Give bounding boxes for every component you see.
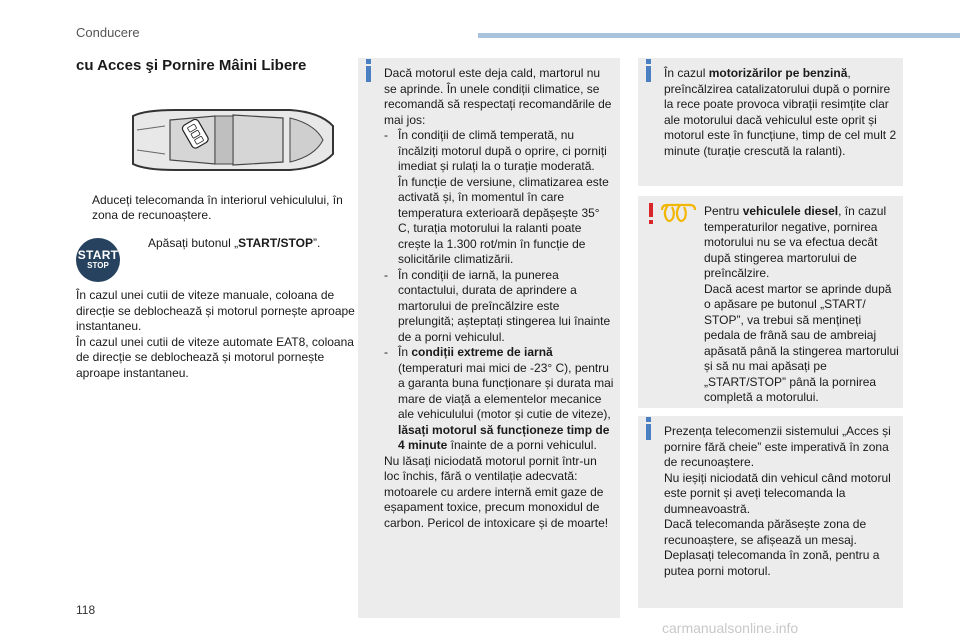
extreme-winter-mid: (temperaturi mai mici de -23° C), pentru a garanta buna funcționare și durata mai mare de viață a elementelor mecanice ale vehiculului (motor și cutie de viteze), [398,360,614,421]
climate-control-note: În funcție de versiune, climatizarea este activată și, în momentul în care temperatura exterioară depășește 35° C, turația motorului la ralanti poate crește la 1.300 rot/min în funcție de solicitările climatizării. [398,174,609,266]
temperate-climate-item: - În condiții de climă temperată, nu încălziți motorul după o oprire, ci porniți imediat și rulați la o turație moderată. [384,128,607,173]
petrol-prefix: În cazul [664,66,709,80]
instruction-suffix: ”. [312,236,321,250]
instruction-text [132,236,352,251]
manual-gearbox-text: În cazul unei cutii de viteze manuale, coloana de direcție se deblochează și motorul pornește aproape instantaneu. [76,288,355,333]
diesel-second-para: Dacă acest martor se aprinde după o apăsare pe butonul „START/ STOP”, va trebui să mențineți pedala de frână sau de ambreiaj apăsată până la stingerea martorului și să nu mai apăsați pe „START/STOP” până la pornirea completă a motorului. [704,281,899,404]
instruction-bullet-2 [132,236,352,251]
extreme-winter-prefix: - În [384,345,412,359]
extreme-winter-bold: condiții extreme de iarnă [411,345,553,359]
diesel-prefix: Pentru [704,204,743,218]
instruction-bold: START/STOP [238,236,313,250]
intro-text: Dacă motorul este deja cald, martorul nu se aprinde. În unele condiții climatice, se recomandă să respectați recomandările de mai jos: [384,66,612,127]
info-icon [646,424,651,440]
info-icon [646,66,651,82]
remote-text [664,424,899,579]
diesel-body: , în cazul temperaturilor negative, pornirea motorului nu se va efectua decât după stingerea martorului de preîncălzire. [704,204,887,280]
four-minutes-bold: lăsați motorul să funcționeze timp de 4 minute [398,422,610,452]
petrol-body: , preîncălzirea catalizatorului după o pornire la rece poate provoca vibrații resimțite clar ale motorului dacă vehiculul este oprit și motorul este în funcțiune, timp de cel mult 2 minute (turație crescută la ralanti). [664,66,897,158]
gearbox-paragraph [76,288,356,381]
section-header-label: Conducere [76,25,140,40]
car-top-view-illustration [115,100,345,180]
diesel-bold: vehiculele diesel [742,204,839,218]
winter-item: - În condiții de iarnă, la punerea contactului, durata de aprindere a martorului de preîncălzire este prelungită; așteptați stingerea lui înainte de a porni vehiculul. [384,267,611,344]
extreme-winter-item [384,345,614,454]
petrol-text [664,66,899,159]
remote-line-4: Deplasați telecomanda în zonă, pentru a putea porni motorul. [664,548,880,578]
remote-line-3: Dacă telecomanda părăsește zona de recunoaștere, se afișează un mesaj. [664,517,867,547]
extreme-winter-end: înainte de a porni vehiculul. [447,438,597,452]
header-bar [478,33,960,38]
info-icon [366,66,371,82]
section-title: cu Acces şi Pornire Mâini Libere [76,57,307,74]
diesel-text [704,204,900,406]
start-label: START [77,248,119,262]
info-panel-petrol [638,58,903,186]
remote-line-1: Prezența telecomenzii sistemului „Acces și pornire fără cheie” este imperativă în zona de recunoaștere. [664,424,891,469]
ventilation-warning-text: Nu lăsați niciodată motorul pornit într-un loc închis, fără o ventilație adecvată: motoarele cu ardere internă emit gaze de eșapament toxice, precum monoxidul de carbon. Pericol de intoxicare și de moarte! [384,453,609,530]
remote-line-2: Nu ieșiți niciodată din vehicul când motorul este pornit și aveți telecomanda la dumneavoastră. [664,470,891,516]
start-stop-button-icon [76,238,120,282]
preheating-warning-icon [646,200,698,228]
watermark: carmanualsonline.info [662,620,799,636]
info-panel-remote [638,416,903,608]
instruction-text: Aduceți telecomanda în interiorul vehiculului, în zona de recunoaștere. [92,193,343,222]
info-panel-text [384,66,614,531]
automatic-gearbox-text: În cazul unei cutii de viteze automate EAT8, coloana de direcție se deblochează și motorul pornește aproape instantaneu. [76,334,354,380]
instruction-bullet-1 [76,193,346,223]
warning-panel-diesel [638,196,903,408]
petrol-bold: motorizărilor pe benzină [708,66,848,80]
info-panel-warm-engine [358,58,620,618]
stop-label: STOP [87,261,109,270]
page-number: 118 [76,603,96,617]
instruction-prefix: Apăsați butonul „ [148,236,239,250]
diesel-first-para [704,204,900,282]
